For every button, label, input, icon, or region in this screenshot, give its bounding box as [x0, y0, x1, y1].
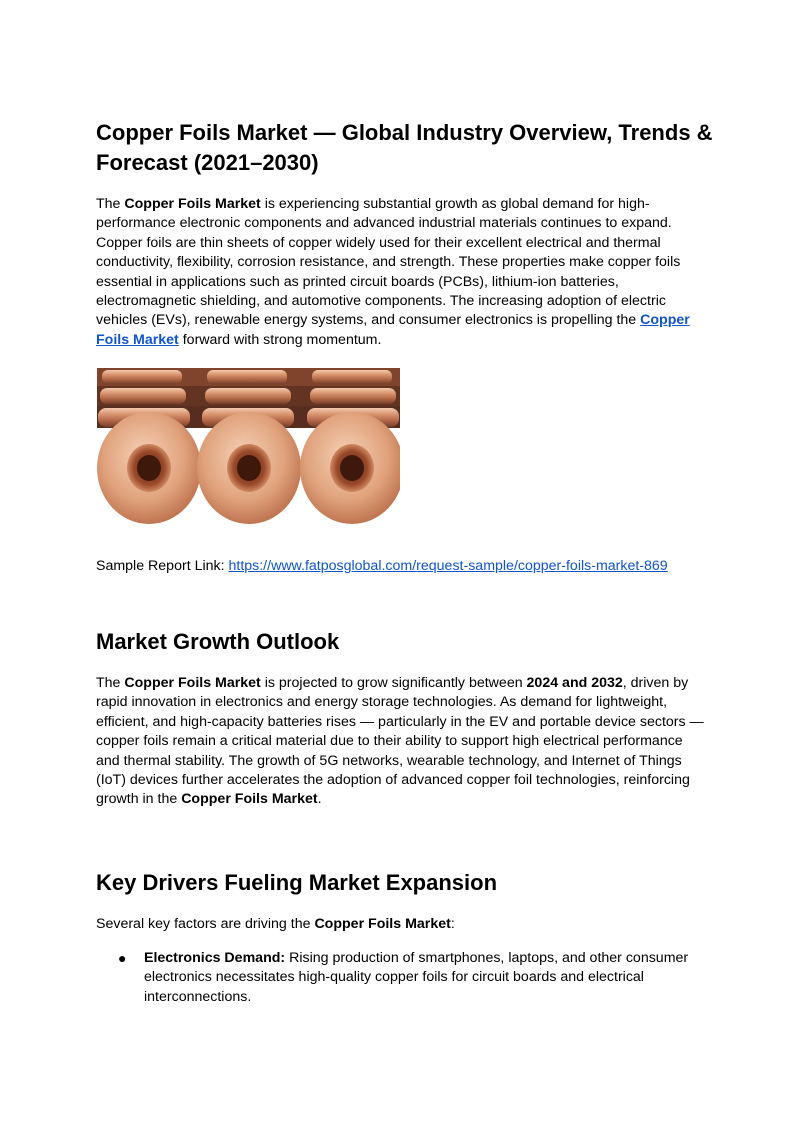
- copper-rolls-image: [97, 368, 400, 528]
- sample-report-link[interactable]: https://www.fatposglobal.com/request-sample/copper-foils-market-869: [228, 558, 668, 574]
- driver-label: Electronics Demand:: [144, 950, 286, 966]
- bold-term: Copper Foils Market: [124, 196, 261, 212]
- section-heading-growth: Market Growth Outlook: [96, 629, 340, 654]
- section-heading-drivers: Key Drivers Fueling Market Expansion: [96, 870, 498, 895]
- bullet-icon: ●: [118, 950, 127, 966]
- growth-paragraph: The Copper Foils Market is projected to grow significantly between 2024 and 2032, driven by rapid innovation in electronics and energy storage technologies. As demand for lightweight, efficient, and high-capacity batteries rises — particularly in the EV and portable device sectors — copper foils remain a critical material due to their ability to support high electrical performance and thermal stability. The growth of 5G networks, wearable technology, and Internet of Things (IoT) devices further accelerates the adoption of advanced copper foil technologies, reinforcing growth in the Copper Foils Market.: [96, 675, 704, 808]
- copper-rolls-illustration: [97, 368, 400, 528]
- driver-text: Rising production of smartphones, laptops, and other consumer electronics necessitates high-quality copper foils for circuit boards and electrical interconnections.: [144, 950, 689, 1005]
- sample-report-label: Sample Report Link:: [96, 558, 229, 574]
- page-title: Copper Foils Market — Global Industry Overview, Trends & Forecast (2021–2030): [96, 120, 713, 175]
- drivers-lead: Several key factors are driving the Copper Foils Market:: [96, 916, 455, 932]
- drivers-list: [96, 949, 706, 1007]
- sample-report-line: [96, 557, 736, 576]
- list-item: [96, 949, 706, 1007]
- copper-foils-market-link[interactable]: Copper Foils Market: [96, 312, 690, 348]
- intro-paragraph: The Copper Foils Market is experiencing substantial growth as global demand for high-performance electronic components and advanced industrial materials continues to expand. Copper foils are thin sheets of copper widely used for their excellent electrical and thermal conductivity, flexibility, corrosion resistance, and strength. These properties make copper foils essential in applications such as printed circuit boards (PCBs), lithium-ion batteries, electromagnetic shielding, and automotive components. The increasing adoption of electric vehicles (EVs), renewable energy systems, and consumer electronics is propelling the Copper Foils Market forward with strong momentum.: [96, 196, 690, 348]
